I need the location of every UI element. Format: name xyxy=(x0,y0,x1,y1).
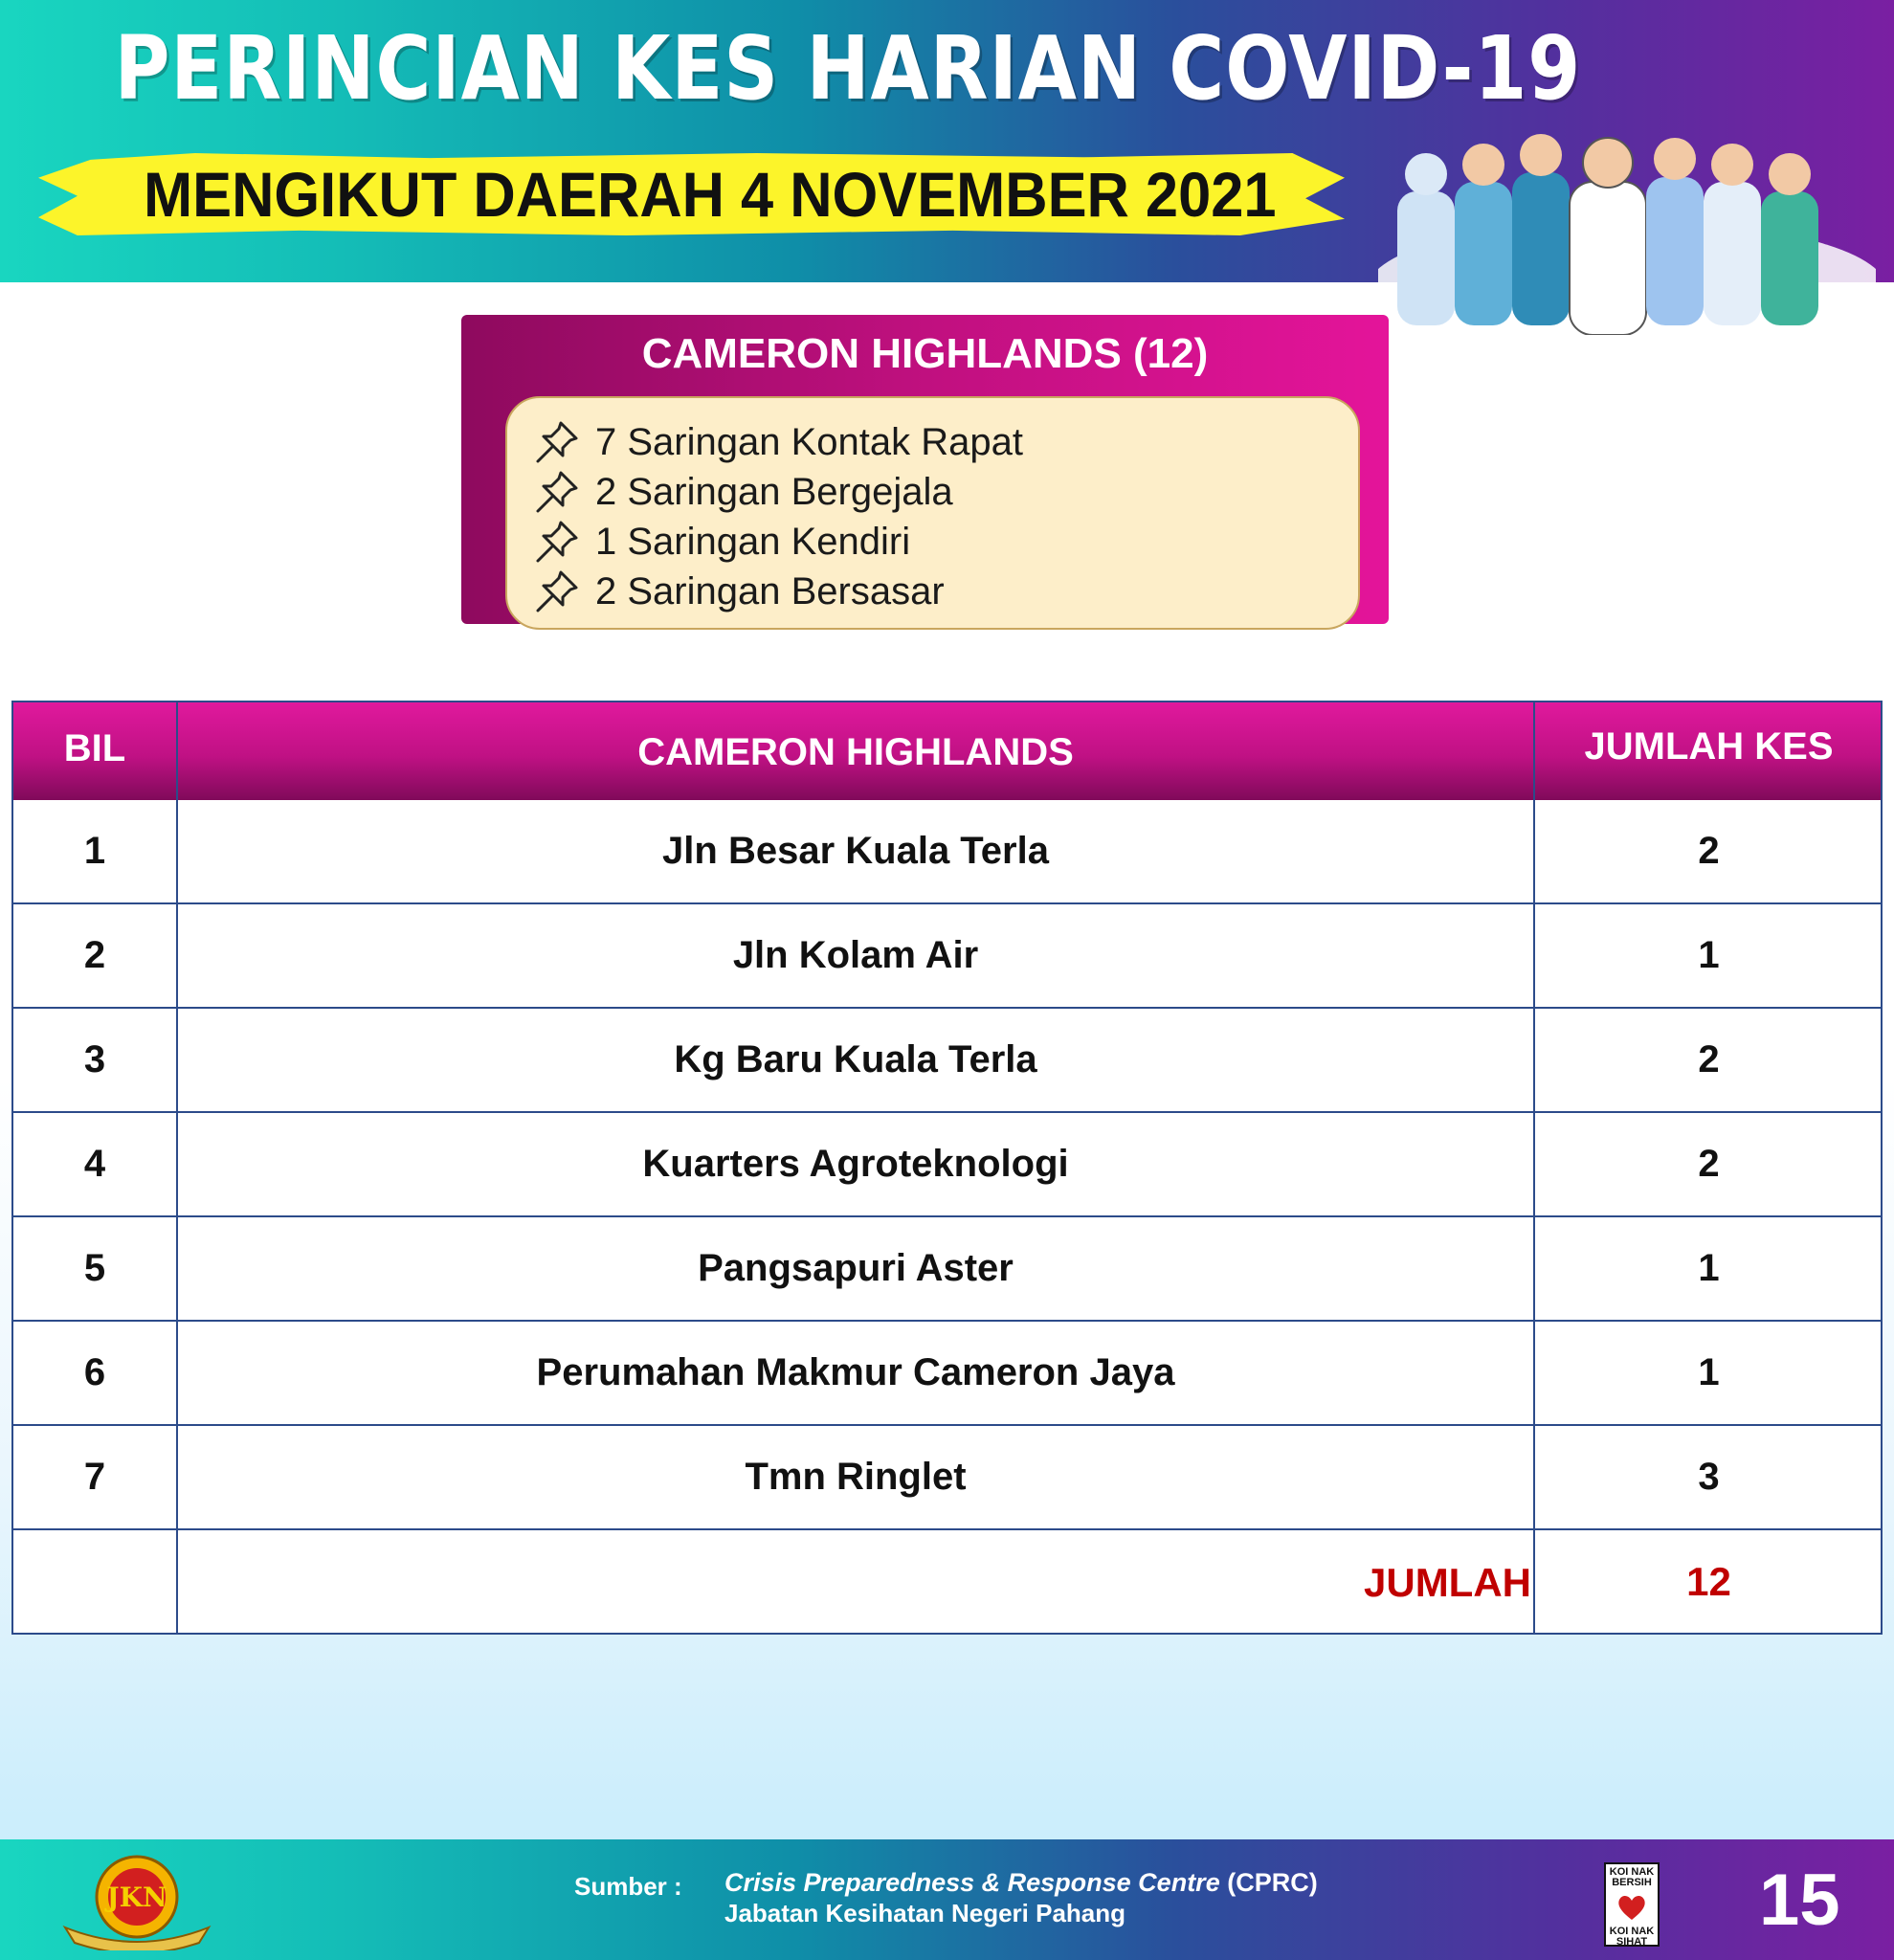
table-row: 7 Tmn Ringlet 3 xyxy=(13,1426,1881,1530)
pushpin-icon xyxy=(532,417,582,467)
footer-banner xyxy=(0,1839,1894,1960)
page-subtitle: MENGIKUT DAERAH 4 NOVEMBER 2021 xyxy=(144,159,1277,230)
summary-item: 2 Saringan Bergejala xyxy=(532,467,953,517)
pushpin-icon xyxy=(532,467,582,517)
summary-item: 7 Saringan Kontak Rapat xyxy=(532,417,1023,467)
table-header xyxy=(13,702,1881,800)
table-row: 3 Kg Baru Kuala Terla 2 xyxy=(13,1009,1881,1113)
cases-table xyxy=(11,701,1883,1635)
column-divider xyxy=(1533,702,1535,1633)
pushpin-icon xyxy=(532,567,582,616)
total-value: 12 xyxy=(1686,1559,1731,1604)
page-title: PERINCIAN KES HARIAN COVID-19 xyxy=(114,17,1582,120)
table-row: 4 Kuarters Agroteknologi 2 xyxy=(13,1113,1881,1217)
total-label: JUMLAH xyxy=(1364,1560,1531,1605)
table-row: 1 Jln Besar Kuala Terla 2 xyxy=(13,800,1881,904)
pushpin-icon xyxy=(532,517,582,567)
healthcare-workers-illustration xyxy=(1378,124,1876,335)
source-line-1: Crisis Preparedness & Response Centre (CPRC) xyxy=(724,1868,1318,1897)
header-count: JUMLAH KES xyxy=(1584,725,1834,768)
table-total-row xyxy=(13,1530,1881,1635)
summary-list xyxy=(505,396,1360,630)
summary-item: 2 Saringan Bersasar xyxy=(532,567,945,616)
source-line-2: Jabatan Kesihatan Negeri Pahang xyxy=(724,1899,1126,1927)
table-row: 5 Pangsapuri Aster 1 xyxy=(13,1217,1881,1322)
summary-card xyxy=(461,315,1389,624)
table-row: 6 Perumahan Makmur Cameron Jaya 1 xyxy=(13,1322,1881,1426)
source-label: Sumber : xyxy=(574,1872,682,1901)
header-location: CAMERON HIGHLANDS xyxy=(637,731,1074,773)
jkn-logo xyxy=(56,1851,218,1950)
summary-item: 1 Saringan Kendiri xyxy=(532,517,910,567)
heart-icon xyxy=(1615,1891,1648,1924)
summary-title: CAMERON HIGHLANDS (12) xyxy=(641,330,1209,377)
koi-nak-sihat-logo: KOI NAK BERSIH KOI NAK SIHAT xyxy=(1604,1862,1660,1947)
page-number: 15 xyxy=(1759,1860,1840,1941)
table-row: 2 Jln Kolam Air 1 xyxy=(13,904,1881,1009)
column-divider xyxy=(176,702,178,1633)
header-bil: BIL xyxy=(63,727,126,769)
logo-text: JKN xyxy=(106,1882,167,1913)
